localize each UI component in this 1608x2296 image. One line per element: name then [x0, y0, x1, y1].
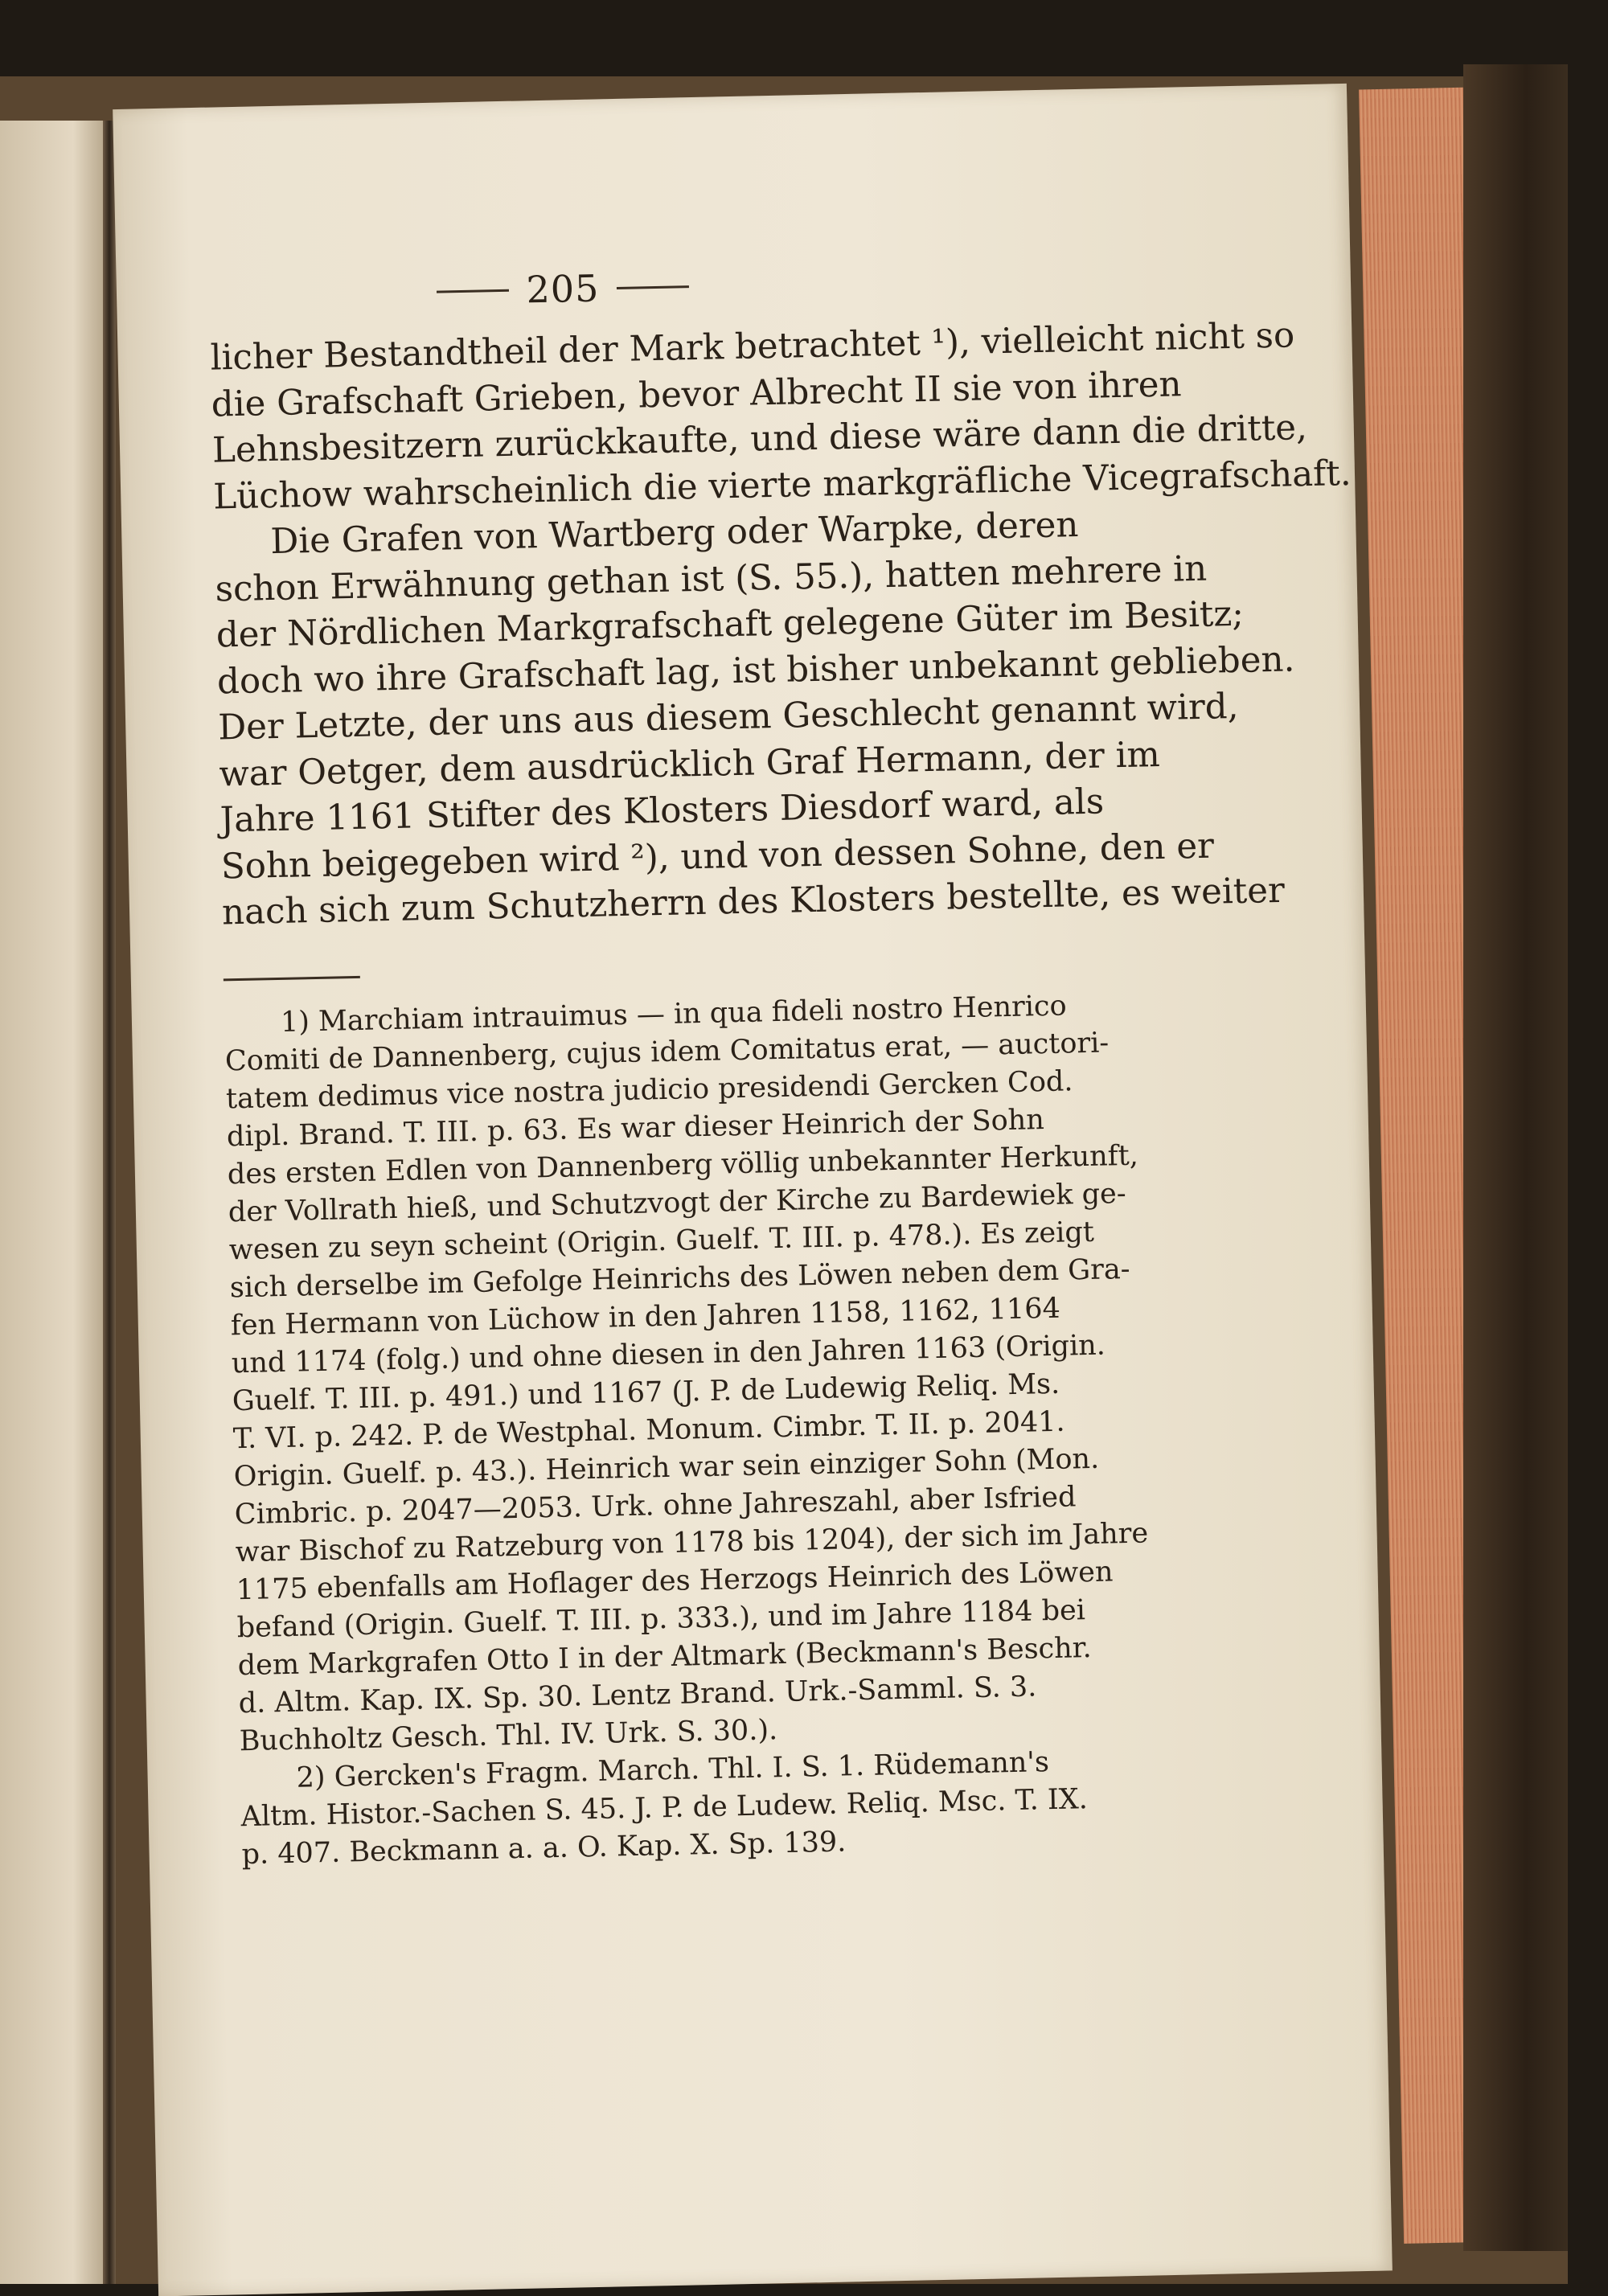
body-line: Jahre 1161 Stifter des Klosters Diesdorf ward, als: [219, 781, 1105, 841]
footnote-line: sich derselbe im Gefolge Heinrichs des Löwen neben dem Gra-: [229, 1253, 1130, 1304]
footnotes: [224, 985, 1191, 1873]
footnote-line: befand (Origin. Guelf. T. III. p. 333.), und im Jahre 1184 bei: [236, 1593, 1086, 1644]
page-content: [208, 248, 1352, 1874]
body-line: der Nördlichen Markgrafschaft gelegene Güter im Besitz;: [215, 593, 1245, 656]
body-line: Sohn beigegeben wird ²), und von dessen Sohne, den er: [220, 826, 1215, 887]
footnote-line: tatem dedimus vice nostra judicio presidendi Gercken Cod.: [225, 1064, 1073, 1115]
footnote-rule: [224, 975, 360, 981]
footnote-line: Origin. Guelf. p. 43.). Heinrich war sein einziger Sohn (Mon.: [233, 1442, 1100, 1493]
book-page: [113, 84, 1393, 2296]
footnote-line: wesen zu seyn scheint (Origin. Guelf. T. III. p. 478.). Es zeigt: [228, 1216, 1095, 1266]
footnote-line: 1175 ebenfalls am Hoflager des Herzogs Heinrich des Löwen: [236, 1555, 1114, 1606]
body-line: Die Grafen von Wartberg oder Warpke, deren: [269, 505, 1079, 563]
book-gutter: [103, 121, 116, 2284]
page-header: [409, 257, 716, 320]
footnote-line: p. 407. Beckmann a. a. O. Kap. X. Sp. 139.: [241, 1825, 847, 1871]
body-line: Lüchow wahrscheinlich die vierte markgräfliche Vicegrafschaft.: [212, 453, 1352, 518]
body-line: die Grafschaft Grieben, bevor Albrecht II sie von ihren: [211, 363, 1183, 425]
footnote-line: und 1174 (folg.) und ohne diesen in den Jahren 1163 (Origin.: [231, 1329, 1106, 1380]
page-number: 205: [526, 266, 600, 312]
footnote-line: Altm. Histor.-Sachen S. 45. J. P. de Ludew. Reliq. Msc. T. IX.: [240, 1782, 1089, 1833]
footnote-line: dem Markgrafen Otto I in der Altmark (Beckmann's Beschr.: [237, 1631, 1093, 1682]
body-line: war Oetger, dem ausdrücklich Graf Hermann, der im: [218, 734, 1161, 794]
book-cover: [1463, 64, 1568, 2251]
footnote-1: [224, 985, 1188, 1761]
footnote-2: [240, 1740, 1191, 1874]
body-line: Lehnsbesitzern zurückkaufte, und diese wäre dann die dritte,: [211, 408, 1308, 471]
footnote-line: Comiti de Dannenberg, cujus idem Comitatus erat, — auctori-: [224, 1026, 1110, 1077]
body-line: nach sich zum Schutzherrn des Klosters bestellte, es weiter: [221, 870, 1286, 933]
footnote-line: war Bischof zu Ratzeburg von 1178 bis 1204), der sich im Jahre: [235, 1516, 1149, 1568]
footnote-line: Guelf. T. III. p. 491.) und 1167 (J. P. de Ludewig Reliq. Ms.: [232, 1367, 1060, 1417]
body-line: doch wo ihre Grafschaft lag, ist bisher unbekannt geblieben.: [216, 638, 1295, 703]
body-line: schon Erwähnung gethan ist (S. 55.), hatten mehrere in: [215, 548, 1208, 610]
body-line: licher Bestandtheil der Mark betrachtet ¹), vielleicht nicht so: [210, 315, 1295, 379]
footnote-line: des ersten Edlen von Dannenberg völlig unbekannter Herkunft,: [227, 1139, 1139, 1191]
footnote-line: fen Hermann von Lüchow in den Jahren 1158, 1162, 1164: [230, 1292, 1061, 1342]
footnote-line: der Vollrath hieß, und Schutzvogt der Kirche zu Bardewiek ge-: [228, 1177, 1126, 1228]
footnote-line: Cimbric. p. 2047—2053. Urk. ohne Jahreszahl, aber Isfried: [234, 1480, 1077, 1531]
left-page-edge: [0, 121, 105, 2284]
footnote-line: Buchholtz Gesch. Thl. IV. Urk. S. 30.).: [239, 1713, 778, 1757]
footnote-line: d. Altm. Kap. IX. Sp. 30. Lentz Brand. Urk.-Samml. S. 3.: [238, 1670, 1037, 1720]
footnote-line: dipl. Brand. T. III. p. 63. Es war dieser Heinrich der Sohn: [226, 1103, 1045, 1153]
header-dash-right: [617, 285, 689, 289]
header-dash-left: [437, 289, 509, 293]
footnote-line: 1) Marchiam intrauimus — in qua fideli nostro Henrico: [280, 989, 1067, 1039]
body-text: [210, 315, 1352, 937]
body-line: Der Letzte, der uns aus diesem Geschlecht genannt wird,: [217, 686, 1239, 748]
footnote-line: T. VI. p. 242. P. de Westphal. Monum. Cimbr. T. II. p. 2041.: [232, 1405, 1065, 1455]
footnote-line: 2) Gercken's Fragm. March. Thl. I. S. 1. Rüdemann's: [296, 1745, 1050, 1794]
